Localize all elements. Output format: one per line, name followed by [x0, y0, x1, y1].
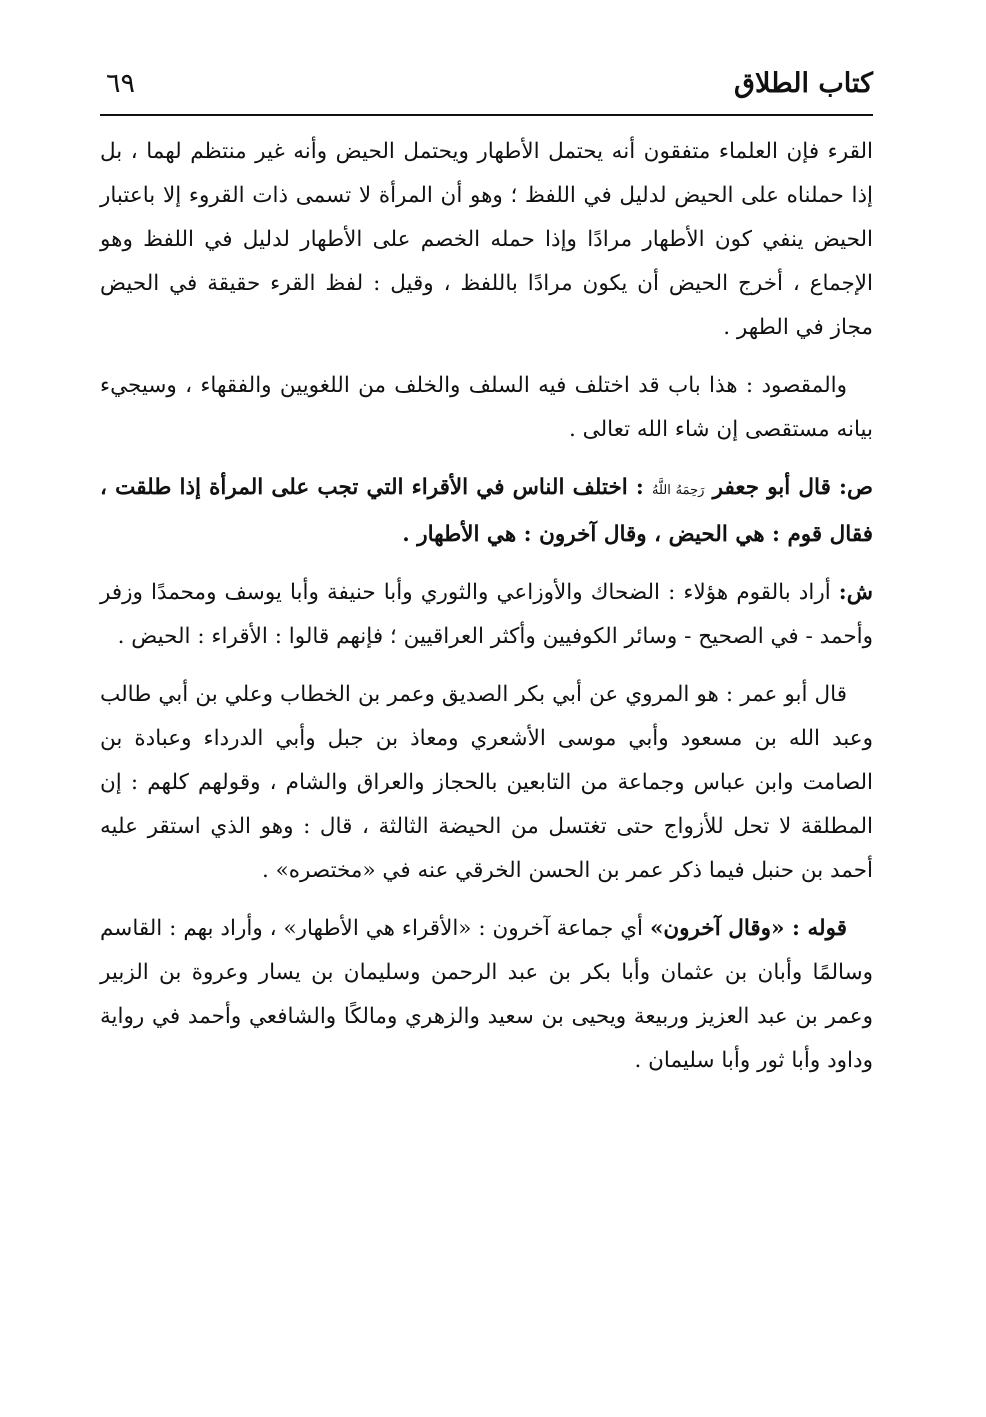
paragraph-explanation [100, 571, 873, 659]
page-body [100, 130, 873, 1097]
explanation-marker: ش: [838, 580, 873, 605]
page-number: ٦٩ [106, 68, 136, 99]
main-text-body: : اختلف الناس في الأقراء التي تجب على المرأة إذا طلقت ، فقال قوم : هي الحيض ، وقال آخرون : هي الأطهار . [100, 475, 873, 547]
explanation-body: أراد بالقوم هؤلاء : الضحاك والأوزاعي والثوري وأبا حنيفة وأبا يوسف ومحمدًا وزفر وأحمد - في الصحيح - وسائر الكوفيين وأكثر العراقيين ؛ فإنهم قالوا : الأقراء : الحيض . [100, 580, 873, 649]
paragraph-main-text [100, 466, 873, 557]
qawluhu-body: أي جماعة آخرون : «الأقراء هي الأطهار» ، وأراد بهم : القاسم وسالمًا وأبان بن عثمان وأبا بكر بن عبد الرحمن وسليمان بن يسار وعروة بن الزبير وعمر بن عبد العزيز وربيعة ويحيى بن سعيد والزهري ومالكًا والشافعي وأحمد في رواية وداود وأبا ثور وأبا سليمان . [100, 916, 873, 1073]
qawluhu-lead: قوله : «وقال آخرون» [649, 916, 847, 941]
paragraph-abu-umar: قال أبو عمر : هو المروي عن أبي بكر الصديق وعمر بن الخطاب وعلي بن أبي طالب وعبد الله بن مسعود وأبي موسى الأشعري ومعاذ بن جبل وأبي الدرداء وعبادة بن الصامت وابن عباس وجماعة من التابعين بالحجاز والعراق والشام ، وقولهم كلهم : إن المطلقة لا تحل للأزواج حتى تغتسل من الحيضة الثالثة ، قال : وهو الذي استقر عليه أحمد بن حنبل فيما ذكر عمر بن الحسن الخرقي عنه في «مختصره» . [100, 682, 873, 883]
honorific-mark: رَحِمَهُ اللَّهُ [652, 483, 705, 498]
page-header [100, 62, 873, 116]
running-title: كتاب الطلاق [734, 68, 873, 99]
main-text-lead: ص: قال أبو جعفر [712, 475, 873, 500]
paragraph-qawluhu [100, 907, 873, 1083]
paragraph-commentary-continuation: القرء فإن العلماء متفقون أنه يحتمل الأطهار ويحتمل الحيض وأنه غير منتظم لهما ، بل إذا حملناه على الحيض لدليل في اللفظ ؛ وهو أن المرأة لا تسمى ذات القروء إلا باعتبار الحيض ينفي كون الأطهار مرادًا وإذا حمله الخصم على الأطهار لدليل في اللفظ وهو الإجماع ، أخرج الحيض أن يكون مرادًا باللفظ ، وقيل : لفظ القرء حقيقة في الحيض مجاز في الطهر . [100, 139, 873, 340]
paragraph-summary: والمقصود : هذا باب قد اختلف فيه السلف والخلف من اللغويين والفقهاء ، وسيجيء بيانه مستقصى إن شاء الله تعالى . [100, 373, 873, 442]
